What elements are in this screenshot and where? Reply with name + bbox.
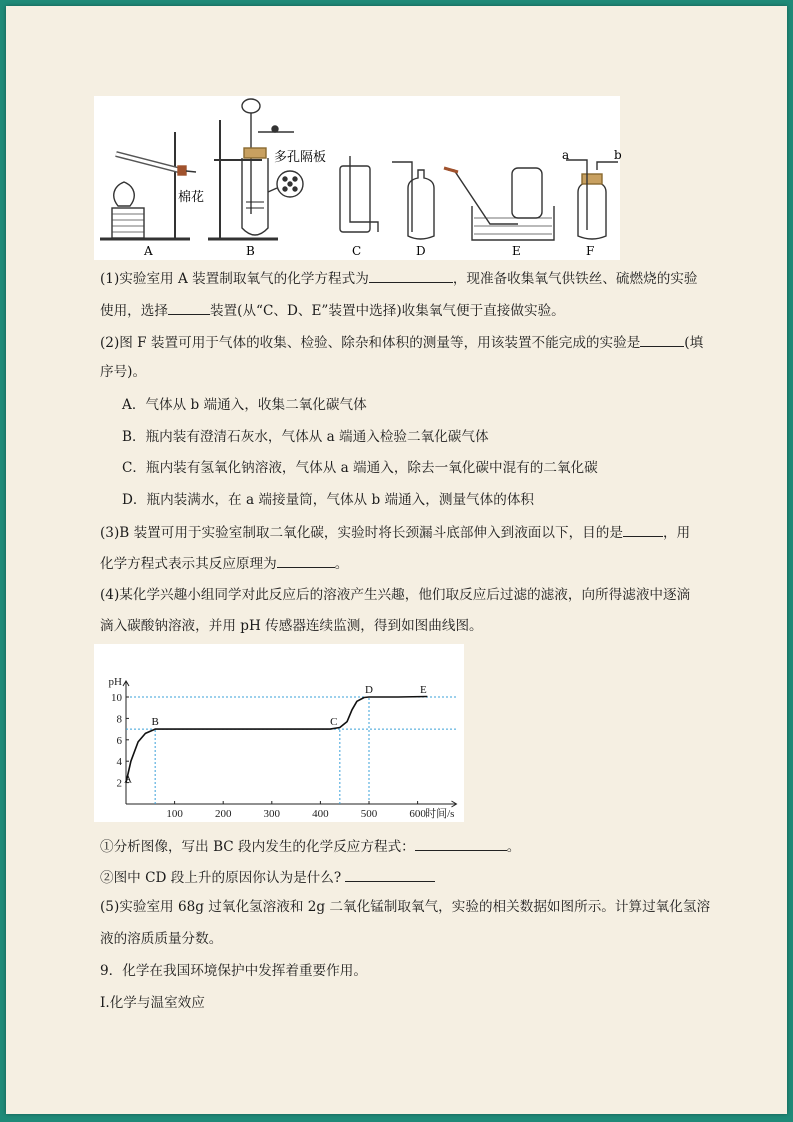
q5-line1: (5)实验室用 68g 过氧化氢溶液和 2g 二氧化锰制取氧气，实验的相关数据如图所示。计算过氧化氢溶: [100, 899, 711, 915]
apparatus-label-d: D: [416, 244, 426, 258]
q4-sub1: ①分析图像，写出 BC 段内发生的化学反应方程式： 。: [100, 836, 520, 856]
label-port-b: b: [614, 148, 622, 162]
q9-section: I.化学与温室效应: [100, 995, 205, 1011]
q3-blank-equation[interactable]: [277, 553, 335, 568]
q4-line1: (4)某化学兴趣小组同学对此反应后的溶液产生兴趣，他们取反应后过滤的滤液，向所得滤液中逐滴: [100, 587, 691, 603]
apparatus-label-b: B: [246, 244, 255, 258]
q4-blank-equation[interactable]: [415, 836, 507, 851]
label-cotton: 棉花: [178, 190, 205, 205]
q2-line2: 序号)。: [100, 364, 147, 380]
q4-sub2: ②图中 CD 段上升的原因你认为是什么?: [100, 867, 435, 887]
x-tick-label: 600: [409, 808, 426, 820]
y-tick-label: 8: [116, 713, 122, 726]
q9-title: 9．化学在我国环境保护中发挥着重要作用。: [100, 963, 367, 979]
point-label-b: B: [151, 716, 159, 729]
q1-line1: (1)实验室用 A 装置制取氧气的化学方程式为 ，现准备收集氧气供铁丝、硫燃烧的实验: [100, 268, 698, 288]
apparatus-b: [208, 99, 303, 239]
q2-option-c: C．瓶内装有氢氧化钠溶液，气体从 a 端通入，除去一氧化碳中混有的二氧化碳: [122, 460, 598, 476]
apparatus-drawing: [94, 96, 620, 260]
apparatus-label-a: A: [144, 244, 153, 258]
ph-chart: [94, 644, 464, 822]
x-tick-label: 300: [263, 808, 281, 820]
ph-curve: [126, 697, 427, 783]
x-tick-label: 100: [166, 808, 183, 820]
x-tick-label: 200: [214, 808, 232, 820]
point-label-c: C: [330, 716, 338, 729]
q2-option-d: D．瓶内装满水，在 a 端接量筒，气体从 b 端通入，测量气体的体积: [122, 492, 535, 508]
q4-blank-reason[interactable]: [345, 867, 435, 882]
q1-line2: 使用，选择 装置(从“C、D、E”装置中选择)收集氧气便于直接做实验。: [100, 300, 565, 320]
ph-chart-figure: [94, 644, 464, 822]
point-label-e: E: [419, 684, 427, 696]
apparatus-f: [566, 160, 618, 239]
apparatus-c: [340, 156, 378, 232]
y-tick-label: 4: [116, 756, 122, 769]
q4-line2: 滴入碳酸钠溶液，并用 pH 传感器连续监测，得到如图曲线图。: [100, 618, 483, 634]
point-label-a: A: [124, 773, 132, 786]
q3-line1: (3)B 装置可用于实验室制取二氧化碳，实验时将长颈漏斗底部伸入到液面以下，目的是 ，用: [100, 522, 690, 542]
apparatus-e: [444, 168, 554, 240]
q3-blank-purpose[interactable]: [623, 522, 663, 537]
y-axis-label: pH: [108, 675, 122, 688]
worksheet-page: [6, 6, 787, 1114]
point-label-d: D: [365, 684, 373, 696]
q5-line2: 液的溶质质量分数。: [100, 931, 223, 947]
q2-blank[interactable]: [640, 332, 684, 347]
x-axis-label: 时间/s: [425, 808, 455, 820]
y-tick-label: 2: [116, 777, 122, 790]
apparatus-label-c: C: [352, 244, 362, 258]
q2-option-b: B．瓶内装有澄清石灰水，气体从 a 端通入检验二氧化碳气体: [122, 429, 489, 445]
y-tick-label: 10: [111, 692, 122, 704]
x-tick-label: 400: [312, 808, 329, 820]
apparatus-figure: [94, 96, 620, 260]
apparatus-label-f: F: [586, 244, 595, 258]
label-port-a: a: [562, 148, 570, 162]
q1-blank-equation[interactable]: [369, 268, 453, 283]
apparatus-d: [392, 162, 434, 239]
q1-blank-device[interactable]: [168, 300, 210, 315]
apparatus-label-e: E: [512, 244, 521, 258]
x-tick-label: 500: [360, 808, 378, 820]
q2-option-a: A．气体从 b 端通入，收集二氧化碳气体: [122, 397, 367, 413]
q3-line2: 化学方程式表示其反应原理为 。: [100, 553, 348, 573]
label-porous-plate: 多孔隔板: [274, 150, 327, 165]
q2-line1: (2)图 F 装置可用于气体的收集、检验、除杂和体积的测量等，用该装置不能完成的实验是 (填: [100, 332, 703, 352]
y-tick-label: 6: [116, 734, 122, 747]
